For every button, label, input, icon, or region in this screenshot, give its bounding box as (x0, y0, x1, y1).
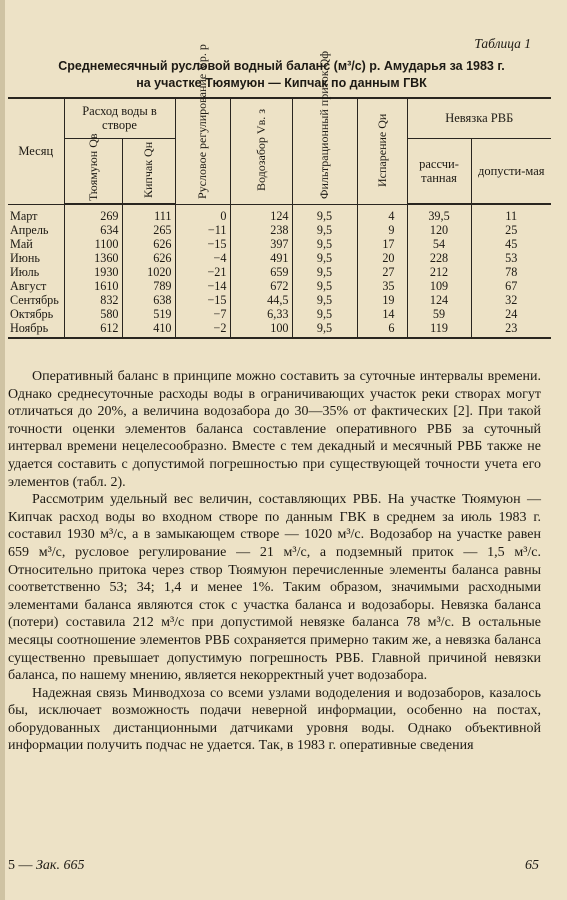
cell-filt: 9,5 (292, 204, 357, 223)
cell-intake: 100 (230, 321, 292, 338)
table-title (14, 58, 549, 92)
cell-intake: 659 (230, 265, 292, 279)
table-label: Таблица 1 (474, 36, 531, 51)
cell-allow: 67 (471, 279, 551, 293)
cell-evap: 20 (357, 251, 407, 265)
header-kipchak-label: Кипчак Qн (141, 141, 155, 198)
cell-allow: 53 (471, 251, 551, 265)
cell-allow: 24 (471, 307, 551, 321)
table-row (8, 321, 551, 338)
cell-evap: 6 (357, 321, 407, 338)
cell-calc: 120 (407, 223, 471, 237)
footer-sheet-number: 5 — (8, 858, 36, 873)
cell-qv: 1930 (64, 265, 122, 279)
header-evaporation-label: Испарение Qи (374, 113, 389, 187)
cell-allow: 23 (471, 321, 551, 338)
cell-qv: 1610 (64, 279, 122, 293)
cell-evap: 17 (357, 237, 407, 251)
cell-qv: 580 (64, 307, 122, 321)
cell-allow: 11 (471, 204, 551, 223)
cell-calc: 39,5 (407, 204, 471, 223)
cell-allow: 45 (471, 237, 551, 251)
cell-allow: 32 (471, 293, 551, 307)
cell-month: Ноябрь (8, 321, 64, 338)
table-row (8, 223, 551, 237)
cell-reg: −21 (175, 265, 230, 279)
header-intake-label: Водозабор Vв. з (253, 109, 268, 192)
cell-qn: 265 (122, 223, 175, 237)
cell-reg: 0 (175, 204, 230, 223)
cell-evap: 4 (357, 204, 407, 223)
cell-qn: 626 (122, 251, 175, 265)
header-intake (230, 98, 292, 204)
body-text (8, 368, 541, 755)
cell-evap: 9 (357, 223, 407, 237)
table-title-line-1: Среднемесячный русловой водный баланс (м³/с) р. Амударья за 1983 г. (58, 59, 505, 73)
cell-calc: 59 (407, 307, 471, 321)
cell-month: Июнь (8, 251, 64, 265)
cell-month: Май (8, 237, 64, 251)
table-row (8, 279, 551, 293)
cell-filt: 9,5 (292, 223, 357, 237)
cell-allow: 78 (471, 265, 551, 279)
cell-qn: 638 (122, 293, 175, 307)
page-number: 65 (525, 858, 539, 873)
cell-calc: 228 (407, 251, 471, 265)
header-discrepancy-group: Невязка РВБ (407, 98, 551, 138)
cell-filt: 9,5 (292, 321, 357, 338)
header-filtration (292, 51, 357, 204)
cell-qv: 832 (64, 293, 122, 307)
cell-evap: 19 (357, 293, 407, 307)
cell-filt: 9,5 (292, 265, 357, 279)
cell-reg: −11 (175, 223, 230, 237)
header-discharge-group: Расход воды в створе (64, 98, 175, 138)
cell-month: Март (8, 204, 64, 223)
cell-month: Апрель (8, 223, 64, 237)
cell-calc: 212 (407, 265, 471, 279)
paragraph-2: Рассмотрим удельный вес величин, составляющих РВБ. На участке Тюямуюн — Кипчак расход воды во входном створе по данным ГВК в среднем за июль 1983 г. составил 1930 м³/с, а в замыкающем створе — 1020 м³/с. Водозабор на участке равен 659 м³/с, русловое регулирование — 21 м³/с, а подземный приток — 1,5 м³/с. Относительно притока через створ Тюямуюн перечисленные элементы баланса равны соответственно 53; 34; 1,4 и менее 1%. Таким образом, значимыми расходными элементами баланса являются сток с участка баланса и водозаборы. Невязка баланса (потери) составила 212 м³/с при допустимой невязке баланса 78 м³/с. В остальные месяцы соотношение элементов РВБ сохраняется примерно таким же, а невязка баланса существенно превышает допустимую погрешность РВБ. Главной причиной невязки баланса, по нашему мнению, является некорректный учет водозабора. (8, 492, 541, 684)
cell-qv: 1100 (64, 237, 122, 251)
cell-reg: −4 (175, 251, 230, 265)
header-calculated: рассчи-танная (407, 138, 471, 204)
page-edge-shadow (0, 0, 5, 900)
header-regulation-label: Русловое регулирование Vр. р (195, 44, 209, 200)
cell-intake: 44,5 (230, 293, 292, 307)
header-allowed: допусти-мая (471, 138, 551, 204)
cell-intake: 491 (230, 251, 292, 265)
cell-reg: −14 (175, 279, 230, 293)
cell-evap: 35 (357, 279, 407, 293)
cell-qv: 634 (64, 223, 122, 237)
cell-intake: 672 (230, 279, 292, 293)
cell-intake: 6,33 (230, 307, 292, 321)
cell-calc: 54 (407, 237, 471, 251)
table-row (8, 204, 551, 223)
cell-filt: 9,5 (292, 307, 357, 321)
cell-reg: −15 (175, 293, 230, 307)
cell-reg: −15 (175, 237, 230, 251)
cell-evap: 27 (357, 265, 407, 279)
header-month: Месяц (8, 98, 64, 204)
cell-qn: 410 (122, 321, 175, 338)
cell-qn: 111 (122, 204, 175, 223)
footer-signature (8, 858, 84, 874)
paragraph-3: Надежная связь Минводхоза со всеми узлами вододеления и водозаборов, казалось бы, исключает возможность подачи неверной информации, особенно на постах, оборудованных дистанционными датчиками уровня воды. Однако объективной информации получить подчас не удается. Так, в 1983 г. оперативные сведения (8, 685, 541, 754)
table-row (8, 251, 551, 265)
cell-filt: 9,5 (292, 293, 357, 307)
cell-intake: 238 (230, 223, 292, 237)
footer-order-number: Зак. 665 (36, 858, 85, 873)
cell-qn: 1020 (122, 265, 175, 279)
table-row (8, 237, 551, 251)
cell-calc: 124 (407, 293, 471, 307)
header-tuyamuyun-label: Тюямуюн Qв (85, 133, 100, 201)
cell-month: Июль (8, 265, 64, 279)
cell-allow: 25 (471, 223, 551, 237)
cell-month: Сентябрь (8, 293, 64, 307)
cell-reg: −7 (175, 307, 230, 321)
cell-qv: 269 (64, 204, 122, 223)
header-filtration-label: Фильтрационный приток Qф (317, 51, 331, 200)
cell-calc: 109 (407, 279, 471, 293)
cell-qv: 1360 (64, 251, 122, 265)
header-regulation (175, 44, 230, 204)
cell-qn: 626 (122, 237, 175, 251)
cell-evap: 14 (357, 307, 407, 321)
cell-filt: 9,5 (292, 279, 357, 293)
cell-qv: 612 (64, 321, 122, 338)
table-row (8, 293, 551, 307)
cell-qn: 519 (122, 307, 175, 321)
header-kipchak (122, 138, 175, 204)
cell-filt: 9,5 (292, 237, 357, 251)
cell-reg: −2 (175, 321, 230, 338)
cell-month: Август (8, 279, 64, 293)
cell-intake: 397 (230, 237, 292, 251)
header-evaporation (357, 98, 407, 204)
cell-month: Октябрь (8, 307, 64, 321)
table-title-line-2: на участке Тюямуюн — Кипчак по данным ГВК (136, 76, 427, 90)
header-tuyamuyun (64, 133, 122, 204)
cell-filt: 9,5 (292, 251, 357, 265)
cell-qn: 789 (122, 279, 175, 293)
cell-intake: 124 (230, 204, 292, 223)
table-row (8, 265, 551, 279)
table-row (8, 307, 551, 321)
paragraph-1: Оперативный баланс в принципе можно составить за суточные интервалы времени. Однако среднесуточные расходы воды в ограничивающих участок реки створах могут отличаться до 20%, а величина водозабора до 30—35% от фактических [2]. При такой точности оценки элементов баланса составление оперативного РВБ за суточный интервал времени нецелесообразно. Вместе с тем декадный и месячный РВБ также не удается составить с допустимой погрешностью при существующей точности учета его элементов (табл. 2). (8, 369, 541, 490)
cell-calc: 119 (407, 321, 471, 338)
